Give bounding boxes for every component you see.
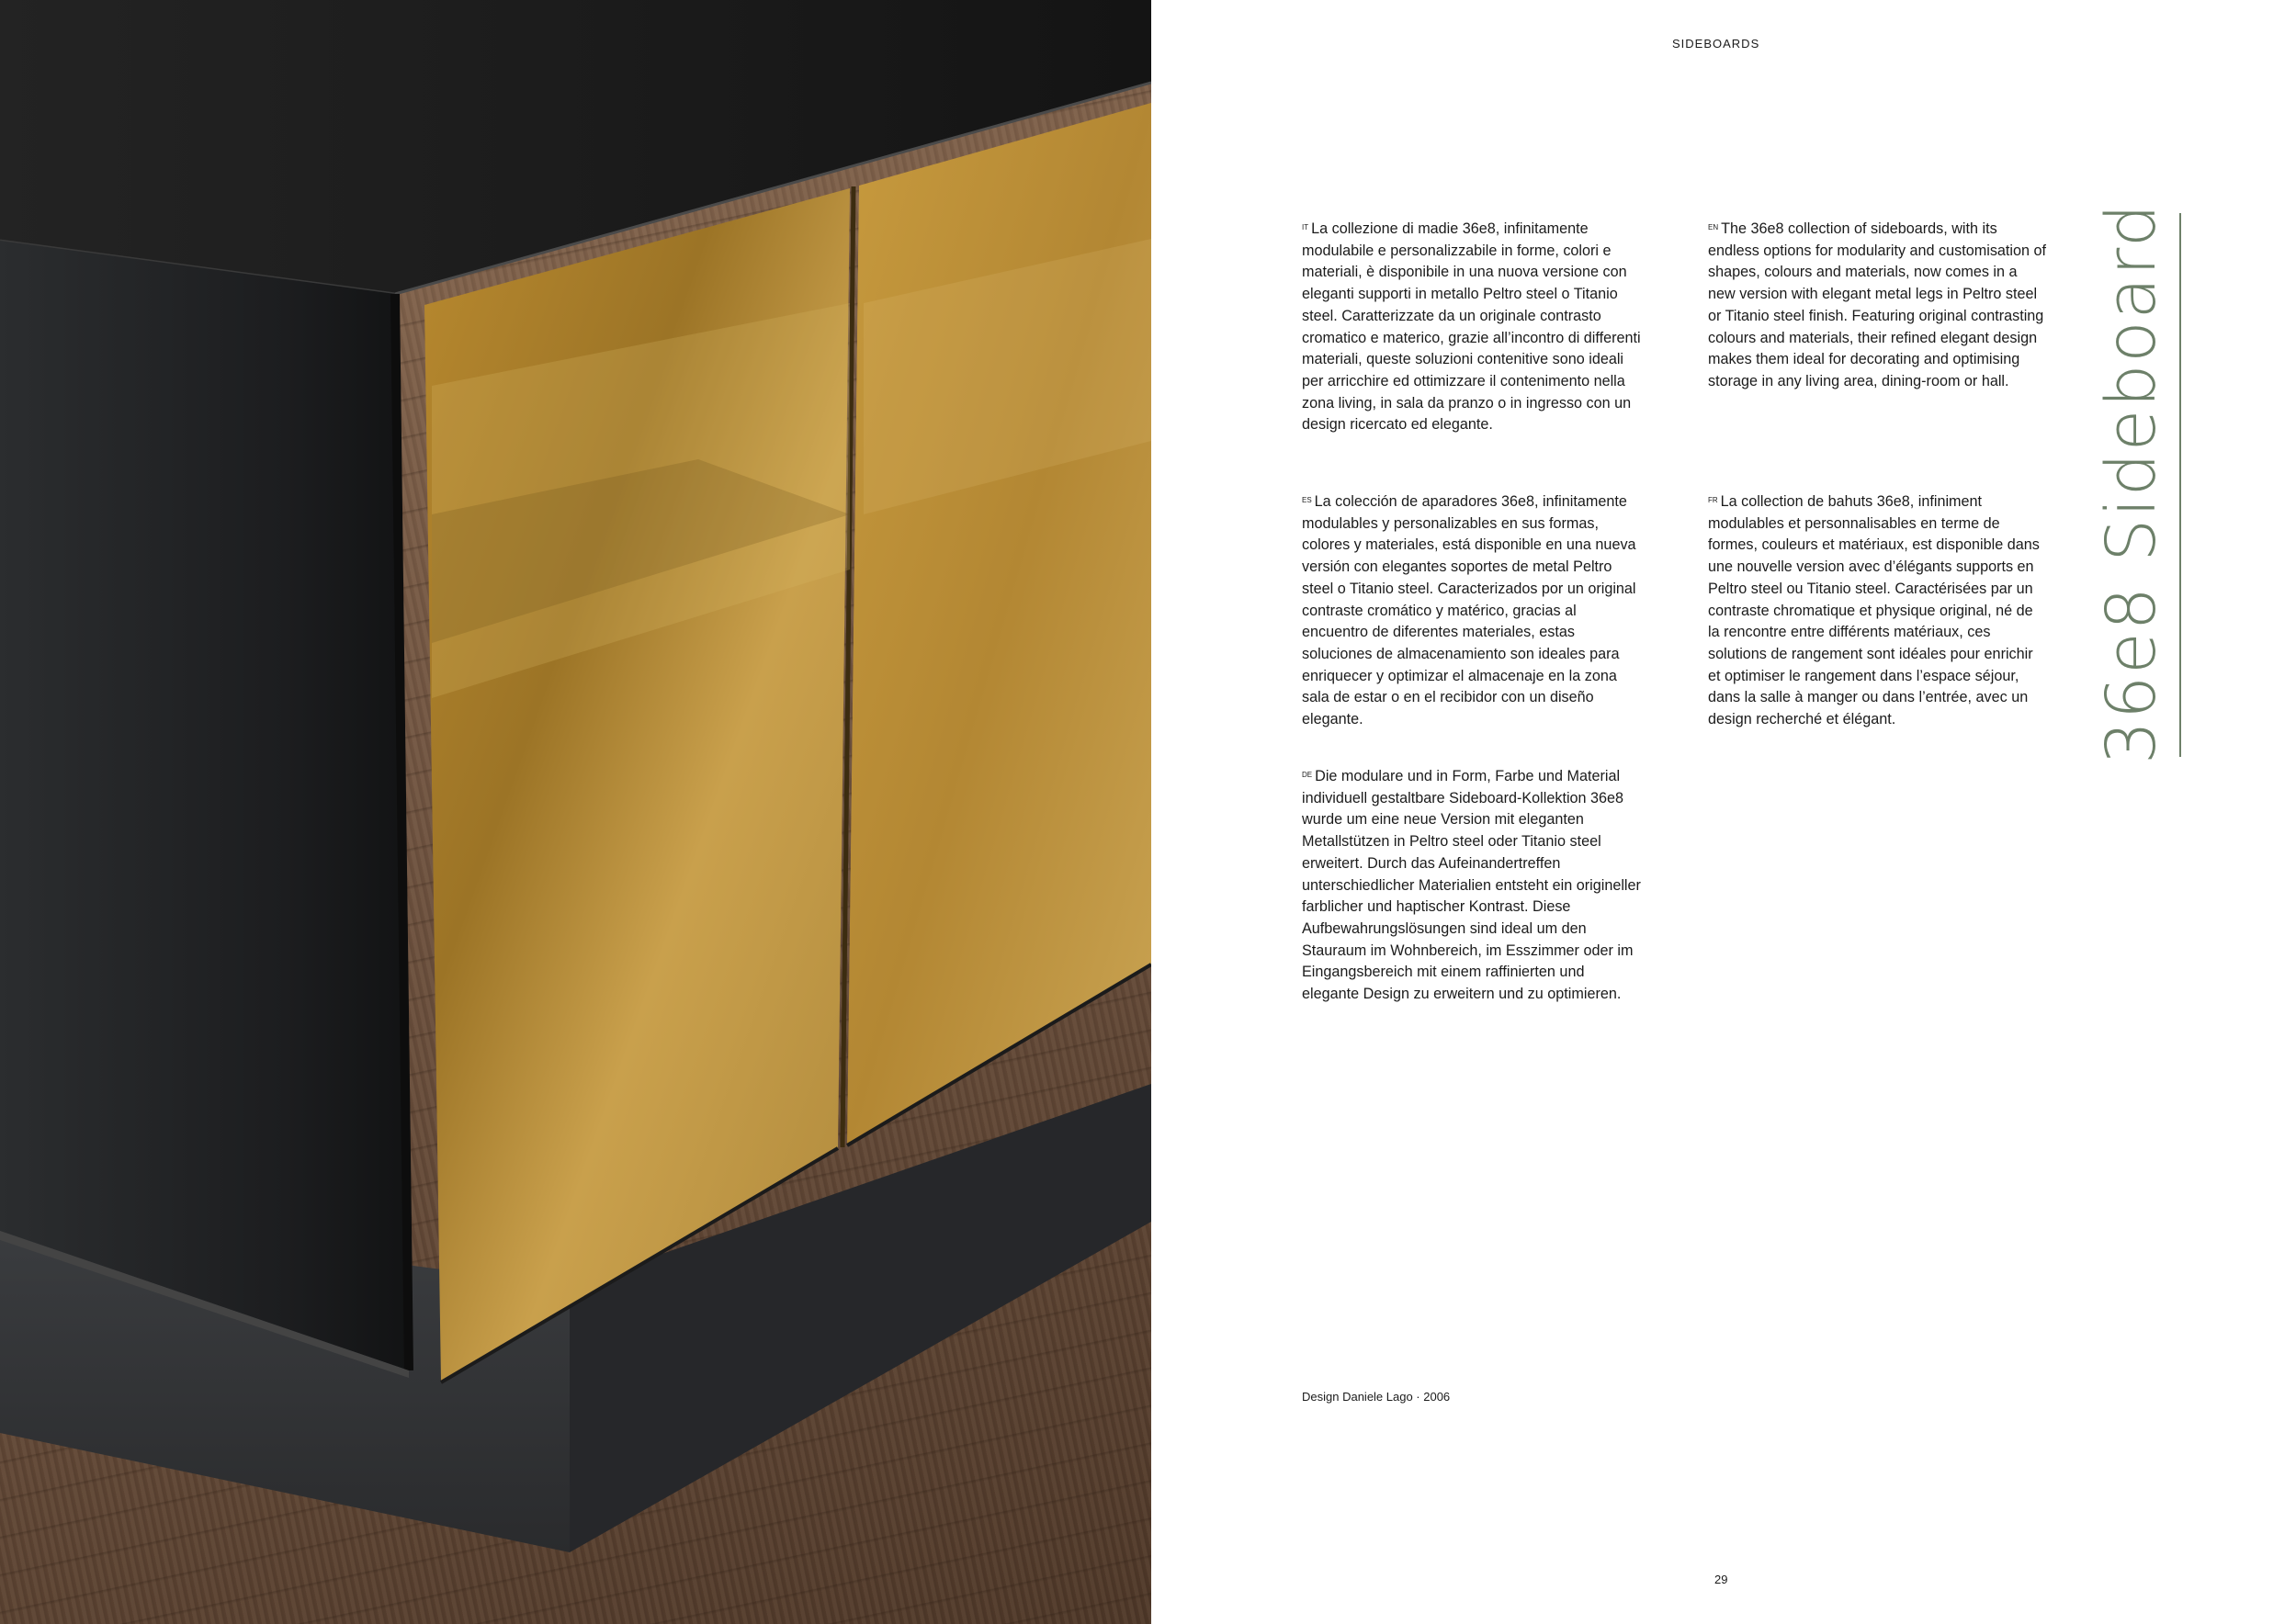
text-english [1708, 219, 2048, 393]
text-french [1708, 491, 2048, 731]
text-italian [1302, 219, 1642, 436]
design-credit: Design Daniele Lago · 2006 [1302, 1390, 1451, 1404]
lang-code: DE [1302, 771, 1313, 779]
text-german [1302, 766, 1642, 1006]
paragraph-body: La colección de aparadores 36e8, infinitamente modulables y personalizables en sus formas, colores y materiales, está disponible en una nueva versión con elegantes soportes de metal Peltro steel o Titanio steel. Caracterizados por un original contraste cromático y matérico, gracias al encuentro de diferentes materiales, estas soluciones de almacenamiento son ideales para enriquecer y optimizar el almacenaje en la zona sala de estar o en el recibidor con un diseño elegante. [1302, 493, 1636, 728]
lang-code: ES [1302, 496, 1312, 504]
text-spanish [1302, 491, 1642, 731]
product-title [2086, 201, 2181, 764]
paragraph-body: La collezione di madie 36e8, infinitamente modulabile e personalizzabile in forme, colori e materiali, è disponibile in una nuova versione con eleganti supporti in metallo Peltro steel o Titanio steel. Caratterizzate da un originale contrasto cromatico e materico, grazie all’incontro di differenti materiali, queste soluzioni contenitive sono ideali per arricchire ed ottimizzare il contenimento nella zona living, in sala da pranzo o in ingresso con un design ricercato ed elegante. [1302, 220, 1641, 434]
paragraph-body: Die modulare und in Form, Farbe und Material individuell gestaltbare Sideboard-Kollektion 36e8 wurde um eine neue Version mit eleganten Metallstützen in Peltro steel oder Titanio steel erweitert. Durch das Aufeinandertreffen unterschiedlicher Materialien entsteht ein origineller farblicher und haptischer Kontrast. Diese Aufbewahrungslösungen sind ideal um den Stauraum im Wohnbereich, im Esszimmer oder im Eingangsbereich mit einem raffinierten und elegante Design zu erweitern und zu optimieren. [1302, 768, 1641, 1003]
sideboard-side-panel [0, 241, 409, 1370]
product-title-text: 36e8 Sideboard [2092, 201, 2171, 764]
page-number: 29 [1714, 1573, 1728, 1586]
paragraph-body: The 36e8 collection of sideboards, with its endless options for modularity and customisation of shapes, colours and materials, now comes in a new version with elegant metal legs in Peltro steel or Titanio steel finish. Featuring original contrasting colours and materials, their refined elegant design makes them ideal for decorating and optimising storage in any living area, dining-room or hall. [1708, 220, 2047, 389]
title-rule [2179, 213, 2181, 757]
section-label: SIDEBOARDS [1672, 37, 1760, 51]
lang-code: IT [1302, 223, 1309, 231]
paragraph-body: La collection de bahuts 36e8, infiniment modulables et personnalisables en terme de formes, couleurs et matériaux, est disponible dans une nouvelle version avec d’élégants supports en Peltro steel ou Titanio steel. Caractérisées par un contraste chromatique et physique original, né de la rencontre entre différents matériaux, ces solutions de rangement sont idéales pour enrichir et optimiser le rangement dans l’espace séjour, dans la salle à manger ou dans l’entrée, avec un design recherché et élégant. [1708, 493, 2040, 728]
lang-code: EN [1708, 223, 1719, 231]
lang-code: FR [1708, 496, 1718, 504]
